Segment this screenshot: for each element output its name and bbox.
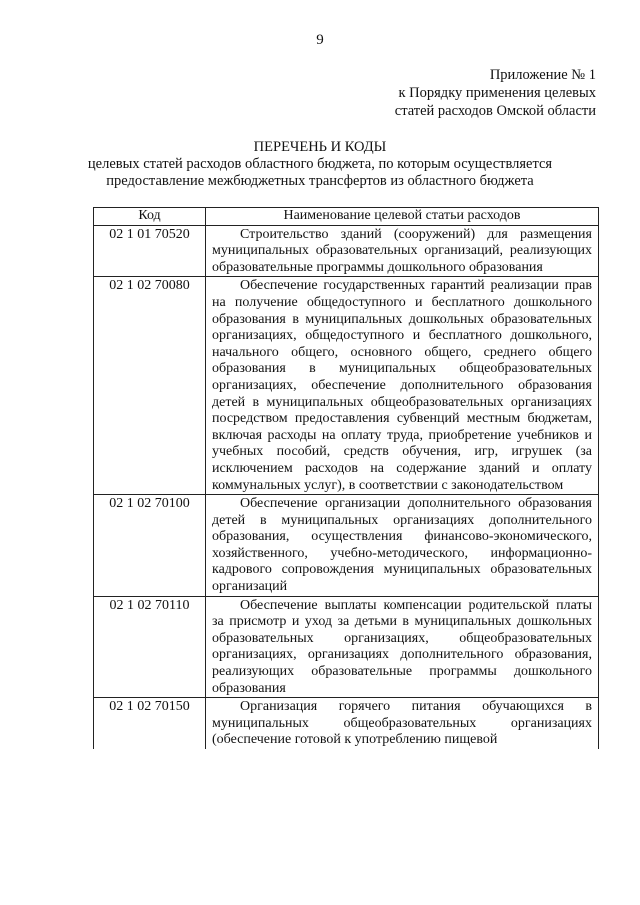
header-code: Код xyxy=(94,208,206,226)
appendix-line-1: Приложение № 1 xyxy=(489,67,596,83)
appendix-line-3: статей расходов Омской области xyxy=(394,103,596,119)
row-code: 02 1 02 70080 xyxy=(94,277,206,495)
row-code: 02 1 01 70520 xyxy=(94,225,206,277)
title-line-1: целевых статей расходов областного бюджета, по которым осуществляется xyxy=(87,156,553,172)
codes-table xyxy=(93,207,599,749)
row-name: Обеспечение выплаты компенсации родительской платы за присмотр и уход за детьми в муниципальных дошкольных образовательных организациях, общеобразовательных организациях, организациях дополнительного образования, реализующих образовательные программы дошкольного образования xyxy=(206,596,599,698)
row-name: Обеспечение государственных гарантий реализации прав на получение общедоступного и бесплатного дошкольного образования в муниципальных дошкольных образовательных организациях, общедоступного и бесплатного дошкольного, начального общего, основного общего, среднего общего образования в муниципальных общеобразовательных организациях, обеспечение дополнительного образования детей в муниципальных общеобразовательных организациях посредством предоставления субвенций местным бюджетам, включая расходы на оплату труда, приобретение учебников и учебных пособий, средств обучения, игр, игрушек (за исключением расходов на содержание зданий и оплату коммунальных услуг), в соответствии с законодательством xyxy=(206,277,599,495)
appendix-header xyxy=(395,66,596,120)
table-row xyxy=(94,225,599,277)
row-name: Строительство зданий (сооружений) для размещения муниципальных образовательных организаций, реализующих образовательные программы дошкольного образования xyxy=(206,225,599,277)
header-name: Наименование целевой статьи расходов xyxy=(206,208,599,226)
table-header-row xyxy=(94,208,599,226)
table-row xyxy=(94,698,599,749)
page-number: 9 xyxy=(316,32,324,48)
document-heading: ПЕРЕЧЕНЬ И КОДЫ xyxy=(253,139,387,155)
table-row xyxy=(94,277,599,495)
table-row xyxy=(94,495,599,597)
row-name: Обеспечение организации дополнительного образования детей в муниципальных организациях дополнительного образования, осуществления финансово-экономического, хозяйственного, учебно-методического, информационно-кадрового сопровождения муниципальных образовательных организаций xyxy=(206,495,599,597)
row-code: 02 1 02 70150 xyxy=(94,698,206,749)
table-row xyxy=(94,596,599,698)
appendix-line-2: к Порядку применения целевых xyxy=(398,85,596,101)
row-code: 02 1 02 70110 xyxy=(94,596,206,698)
title-block xyxy=(0,139,640,190)
row-name: Организация горячего питания обучающихся в муниципальных общеобразовательных организациях (обеспечение готовой к употреблению пищевой xyxy=(206,698,599,749)
row-code: 02 1 02 70100 xyxy=(94,495,206,597)
title-line-2: предоставление межбюджетных трансфертов из областного бюджета xyxy=(106,173,534,189)
